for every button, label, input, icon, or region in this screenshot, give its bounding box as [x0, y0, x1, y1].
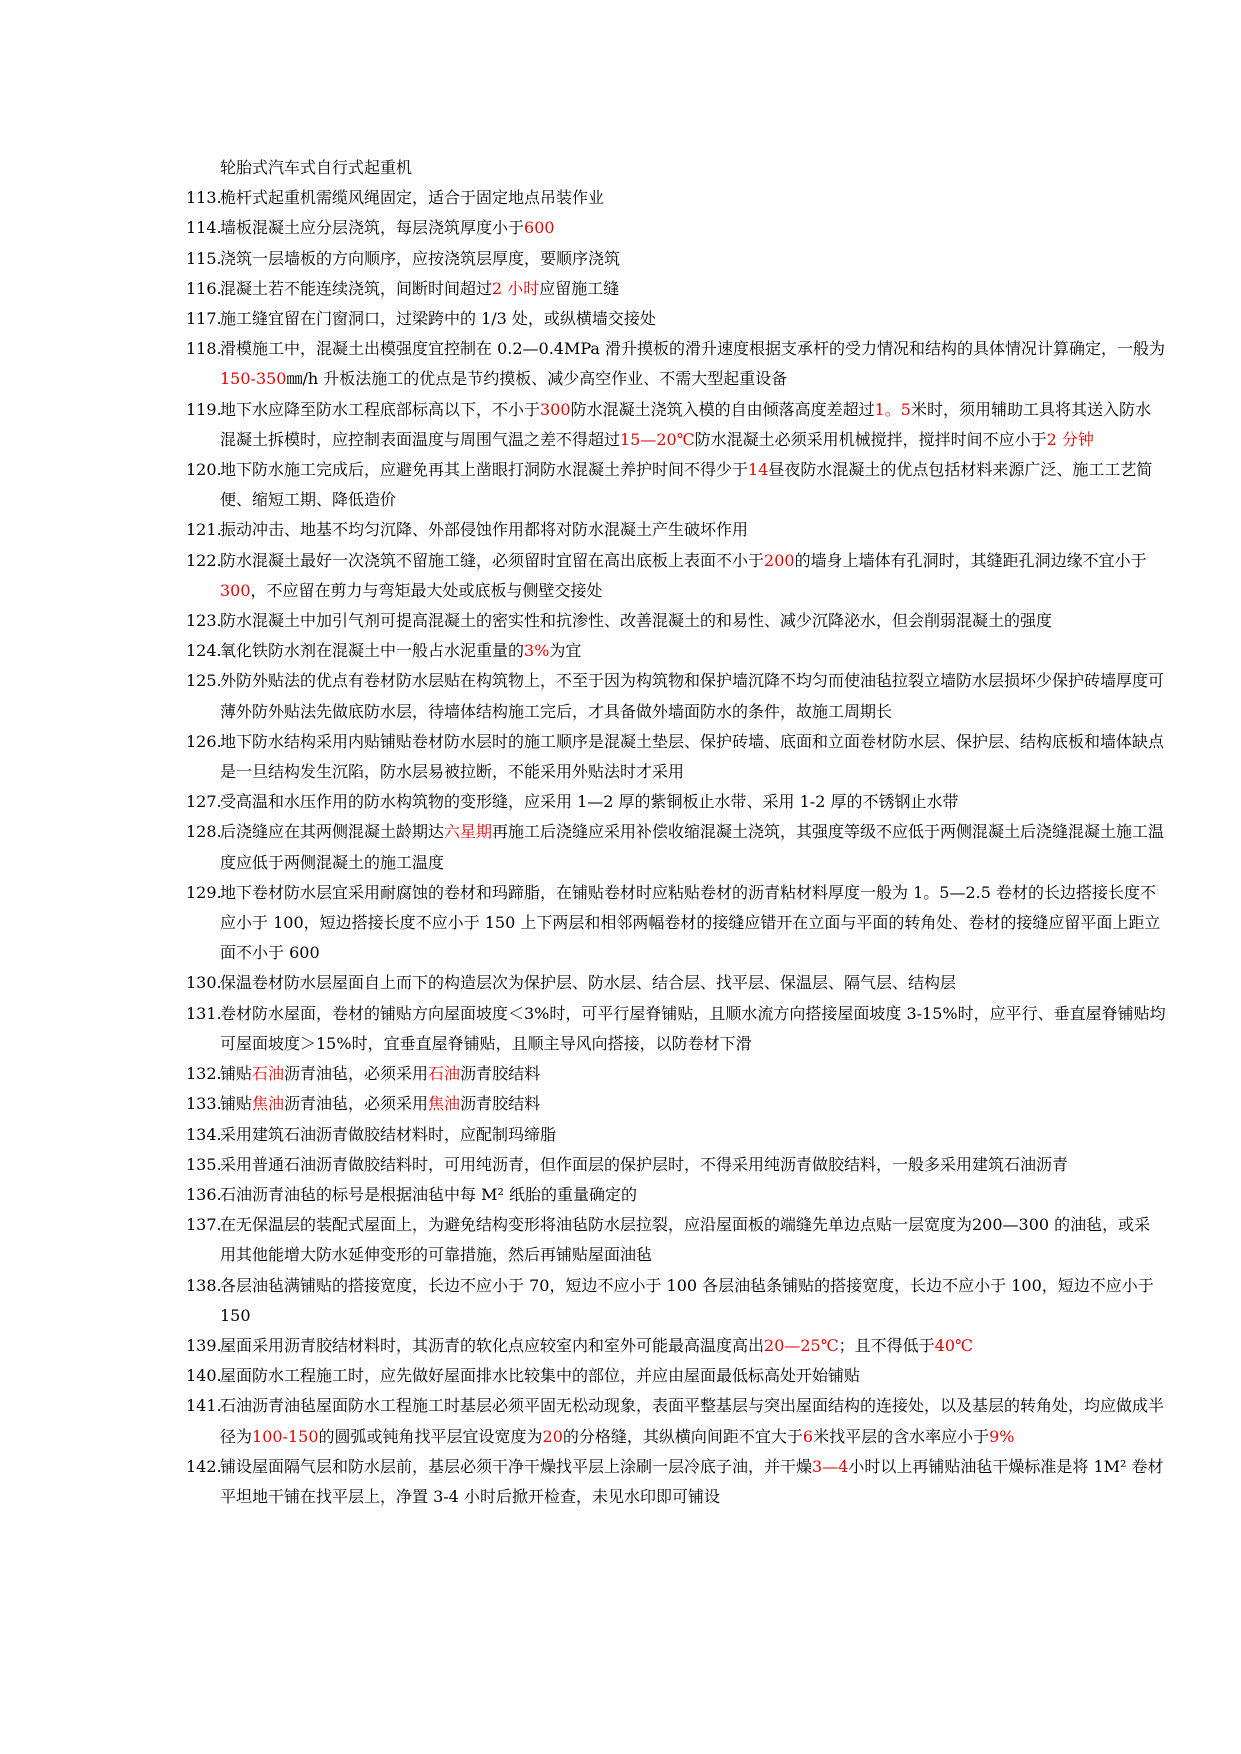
list-item: [186, 606, 1166, 636]
list-item: [186, 817, 1166, 877]
highlight-value: 9%: [989, 1426, 1015, 1446]
list-item: [186, 666, 1166, 726]
list-item: [186, 1391, 1166, 1451]
item-number: 116.: [186, 278, 222, 298]
text-segment: 各层油毡满铺贴的搭接宽度，长边不应小于 70，短边不应小于 100 各层油毡条铺贴的搭接宽度，长边不应小于 100，短边不应小于 150: [220, 1275, 1154, 1325]
text-segment: ；且不得低于: [838, 1335, 935, 1355]
list-item: [186, 515, 1166, 545]
text-segment: 施工缝宜留在门窗洞口，过梁跨中的 1/3 处，或纵横墙交接处: [220, 309, 656, 329]
item-text: [220, 1094, 540, 1113]
text-segment: 小时以上再铺贴油毡干燥标准是将 1M² 卷材平坦地干铺在找平层上，净置 3-4 小时后掀开检查，未见水印即可铺设: [220, 1456, 1164, 1506]
list-item: [186, 334, 1166, 394]
text-segment: 米找平层的含水率应小于: [813, 1426, 990, 1446]
highlight-value: 15—20℃: [620, 429, 695, 449]
text-segment: 地下防水结构采用内贴铺贴卷材防水层时的施工顺序是混凝土垫层、保护砖墙、底面和立面卷材防水层、保护层、结构底板和墙体缺点是一旦结构发生沉陷，防水层易被拉断，不能采用外贴法时才采用: [220, 731, 1165, 782]
text-segment: 沥青油毡，必须采用: [284, 1094, 429, 1114]
list-item: [186, 546, 1166, 606]
item-text: [220, 883, 1160, 962]
item-number: 123.: [186, 611, 222, 631]
text-segment: 沥青胶结料: [460, 1064, 541, 1084]
item-number: 128.: [186, 822, 222, 842]
item-text: [220, 1004, 1166, 1053]
text-segment: 滑模施工中，混凝土出模强度宜控制在 0.2—0.4MPa 滑升摸板的滑升速度根据支承杆的受力情况和结构的具体情况计算确定，一般为: [220, 339, 1166, 359]
highlight-value: 6: [802, 1426, 814, 1446]
item-text: [220, 1276, 1154, 1325]
item-text: [220, 279, 619, 298]
text-segment: 氧化铁防水剂在混凝土中一般占水泥重量的: [220, 641, 525, 661]
item-number: 117.: [186, 309, 222, 329]
item-text: [220, 1125, 556, 1144]
item-number: 118.: [186, 339, 222, 359]
text-segment: 混凝土若不能连续浇筑，间断时间超过: [220, 278, 493, 298]
text-segment: 地下水应降至防水工程底部标高以下，不小于: [220, 399, 541, 419]
item-number: 126.: [186, 731, 222, 751]
highlight-value: 300: [220, 580, 251, 600]
item-number: 115.: [186, 248, 222, 268]
item-text: [220, 1336, 973, 1355]
text-segment: 的圆弧或钝角找平层宜设宽度为: [318, 1426, 543, 1446]
item-number: 113.: [186, 188, 222, 208]
text-segment: 防水混凝土最好一次浇筑不留施工缝，必须留时宜留在高出底板上表面不小于: [220, 550, 765, 570]
text-segment: 保温卷材防水层屋面自上而下的构造层次为保护层、防水层、结合层、找平层、保温层、隔气层、结构层: [220, 973, 957, 993]
list-item: [186, 999, 1166, 1059]
text-segment: 振动冲击、地基不均匀沉降、外部侵蚀作用都将对防水混凝土产生破坏作用: [220, 520, 749, 540]
item-text: [220, 400, 1151, 449]
highlight-value: 2 分钟: [1046, 429, 1094, 449]
text-segment: 桅杆式起重机需缆风绳固定，适合于固定地点吊装作业: [220, 188, 605, 208]
item-text: [220, 551, 1147, 600]
highlight-value: 2 小时: [492, 278, 540, 298]
item-text: [220, 1396, 1164, 1445]
item-number: 136.: [186, 1184, 222, 1204]
item-text: [220, 218, 555, 237]
highlight-value: 3%: [524, 641, 550, 661]
highlight-value: 焦油: [428, 1094, 461, 1114]
list-item: [186, 878, 1166, 969]
item-number: 133.: [186, 1094, 222, 1114]
highlight-value: 3—4: [812, 1456, 849, 1476]
document-page: [186, 153, 1166, 1512]
list-item: [186, 244, 1166, 274]
item-text: [220, 460, 1152, 509]
list-item: [186, 787, 1166, 817]
item-text: [220, 973, 956, 992]
text-segment: 再施工后浇缝应采用补偿收缩混凝土浇筑，其强度等级不应低于两侧混凝土后浇缝混凝土施工温度应低于两侧混凝土的施工温度: [220, 822, 1165, 872]
item-number: 131.: [186, 1003, 222, 1023]
text-segment: 沥青胶结料: [460, 1094, 541, 1114]
highlight-value: 150-350: [220, 369, 287, 389]
item-text: [220, 641, 581, 660]
list-item: [186, 1271, 1166, 1331]
highlight-value: 1。5: [874, 399, 911, 419]
list-item: [186, 1059, 1166, 1089]
item-number: 134.: [186, 1124, 222, 1144]
list-item: [186, 1180, 1166, 1210]
numbered-list: [186, 183, 1166, 1512]
item-number: 119.: [186, 399, 222, 419]
list-item: [186, 1210, 1166, 1270]
highlight-value: 40℃: [934, 1335, 973, 1355]
item-text: [220, 822, 1164, 871]
item-text: [220, 732, 1164, 781]
list-item: [186, 455, 1166, 515]
item-number: 142.: [186, 1456, 222, 1476]
item-text: [220, 249, 620, 268]
item-number: 130.: [186, 973, 222, 993]
text-segment: ㎜/h 升板法施工的优点是节约摸板、减少高空作业、不需大型起重设备: [286, 369, 788, 389]
list-item: [186, 395, 1166, 455]
text-segment: 应留施工缝: [539, 278, 620, 298]
item-number: 124.: [186, 641, 222, 661]
list-item: [186, 1331, 1166, 1361]
item-text: [220, 339, 1165, 388]
item-text: [220, 792, 958, 811]
item-number: 121.: [186, 520, 222, 540]
text-segment: 防水混凝土必须采用机械搅拌，搅拌时间不应小于: [694, 429, 1047, 449]
highlight-value: 焦油: [252, 1094, 285, 1114]
item-text: [220, 309, 656, 328]
item-number: 125.: [186, 671, 222, 691]
list-item: [186, 727, 1166, 787]
text-segment: 墙板混凝土应分层浇筑，每层浇筑厚度小于: [220, 218, 525, 238]
item-number: 114.: [186, 218, 222, 238]
text-segment: 石油沥青油毡的标号是根据油毡中每 M² 纸胎的重量确定的: [220, 1184, 637, 1204]
list-item: [186, 1452, 1166, 1512]
item-number: 132.: [186, 1064, 222, 1084]
list-item: [186, 1150, 1166, 1180]
item-number: 120.: [186, 460, 222, 480]
item-text: [220, 1215, 1150, 1264]
item-number: 139.: [186, 1335, 222, 1355]
highlight-value: 20—25℃: [764, 1335, 839, 1355]
text-segment: 受高温和水压作用的防水构筑物的变形缝，应采用 1—2 厚的紫铜板止水带、采用 1-2 厚的不锈钢止水带: [220, 792, 959, 812]
list-item: [186, 183, 1166, 213]
list-item: [186, 1120, 1166, 1150]
text-segment: 昼夜防水混凝土的优点包括材料来源广泛、施工工艺简便、缩短工期、降低造价: [220, 460, 1153, 510]
text-segment: 铺贴: [220, 1094, 253, 1114]
text-segment: 外防外贴法的优点有卷材防水层贴在构筑物上，不至于因为构筑物和保护墙沉降不均匀而使油毡拉裂立墙防水层损坏少保护砖墙厚度可薄外防外贴法先做底防水层，待墙体结构施工完后，才具备做外墙面防水的条件，故施工周期长: [220, 671, 1165, 721]
item-text: [220, 1064, 540, 1083]
text-segment: 铺设屋面隔气层和防水层前，基层必须干净干燥找平层上涂刷一层冷底子油，并干燥: [220, 1456, 813, 1476]
item-number: 135.: [186, 1154, 222, 1174]
text-segment: 石油沥青油毡屋面防水工程施工时基层必须平固无松动现象，表面平整基层与突出屋面结构的连接处，以及基层的转角处，均应做成半径为: [220, 1396, 1165, 1446]
highlight-value: 六星期: [444, 822, 493, 842]
highlight-value: 600: [524, 218, 555, 238]
text-segment: 防水混凝土中加引气剂可提高混凝土的密实性和抗渗性、改善混凝土的和易性、减少沉降泌水，但会削弱混凝土的强度: [220, 611, 1053, 631]
item-text: [220, 188, 604, 207]
item-text: [220, 1457, 1164, 1506]
list-item: [186, 1361, 1166, 1391]
highlight-value: 300: [540, 399, 571, 419]
item-number: 122.: [186, 550, 222, 570]
text-segment: 防水混凝土浇筑入模的自由倾落高度差超过: [570, 399, 875, 419]
highlight-value: 石油: [428, 1064, 461, 1084]
item-text: [220, 671, 1164, 720]
item-text: [220, 1366, 860, 1385]
intro-text: 轮胎式汽车式自行式起重机: [220, 158, 413, 177]
text-segment: 采用建筑石油沥青做胶结材料时，应配制玛缔脂: [220, 1124, 557, 1144]
list-item: [186, 274, 1166, 304]
item-text: [220, 1155, 1068, 1174]
text-segment: 后浇缝应在其两侧混凝土龄期达: [220, 822, 445, 842]
highlight-value: 20: [542, 1426, 563, 1446]
text-segment: 为宜: [549, 641, 582, 661]
text-segment: 屋面采用沥青胶结材料时，其沥青的软化点应较室内和室外可能最高温度高出: [220, 1335, 765, 1355]
text-segment: ，不应留在剪力与弯矩最大处或底板与侧壁交接处: [250, 580, 603, 600]
item-text: [220, 520, 748, 539]
highlight-value: 200: [764, 550, 795, 570]
text-segment: 地下防水施工完成后，应避免再其上凿眼打洞防水混凝土养护时间不得少于: [220, 460, 749, 480]
text-segment: 米时，须用辅助工具将其送入防水混凝土拆模时，应控制表面温度与周围气温之差不得超过: [220, 399, 1151, 449]
intro-line: [186, 153, 1166, 183]
highlight-value: 14: [748, 460, 769, 480]
item-text: [220, 1185, 637, 1204]
list-item: [186, 1089, 1166, 1119]
highlight-value: 100-150: [252, 1426, 319, 1446]
list-item: [186, 213, 1166, 243]
text-segment: 采用普通石油沥青做胶结料时，可用纯沥青，但作面层的保护层时，不得采用纯沥青做胶结料，一般多采用建筑石油沥青: [220, 1154, 1069, 1174]
item-number: 129.: [186, 882, 222, 902]
item-number: 140.: [186, 1366, 222, 1386]
highlight-value: 石油: [252, 1064, 285, 1084]
text-segment: 铺贴: [220, 1064, 253, 1084]
list-item: [186, 968, 1166, 998]
item-number: 141.: [186, 1396, 222, 1416]
text-segment: 的分格缝，其纵横向间距不宜大于: [562, 1426, 803, 1446]
text-segment: 屋面防水工程施工时，应先做好屋面排水比较集中的部位，并应由屋面最低标高处开始铺贴: [220, 1366, 861, 1386]
item-number: 127.: [186, 792, 222, 812]
text-segment: 浇筑一层墙板的方向顺序，应按浇筑层厚度，要顺序浇筑: [220, 248, 621, 268]
text-segment: 卷材防水屋面，卷材的铺贴方向屋面坡度＜3%时，可平行屋脊铺贴，且顺水流方向搭接屋面坡度 3-15%时，应平行、垂直屋脊铺贴均可屋面坡度＞15%时，宜垂直屋脊铺贴，且顺主导风向搭接，以防卷材下滑: [220, 1003, 1166, 1053]
list-item: [186, 636, 1166, 666]
text-segment: 地下卷材防水层宜采用耐腐蚀的卷材和玛蹄脂，在铺贴卷材时应粘贴卷材的沥青粘材料厚度一般为 1。5—2.5 卷材的长边搭接长度不应小于 100，短边搭接长度不应小于 150 上下两层和相邻两幅卷材的接缝应错开在立面与平面的转角处、卷材的接缝应留平面上距立面不小于 600: [220, 882, 1161, 963]
text-segment: 在无保温层的装配式屋面上，为避免结构变形将油毡防水层拉裂，应沿屋面板的端缝先单边点贴一层宽度为200—300 的油毡，或采用其他能增大防水延伸变形的可靠措施，然后再铺贴屋面油毡: [220, 1215, 1151, 1265]
item-text: [220, 611, 1052, 630]
text-segment: 的墙身上墙体有孔洞时，其缝距孔洞边缘不宜小于: [794, 550, 1147, 570]
list-item: [186, 304, 1166, 334]
text-segment: 沥青油毡，必须采用: [284, 1064, 429, 1084]
item-number: 138.: [186, 1275, 222, 1295]
item-number: 137.: [186, 1215, 222, 1235]
